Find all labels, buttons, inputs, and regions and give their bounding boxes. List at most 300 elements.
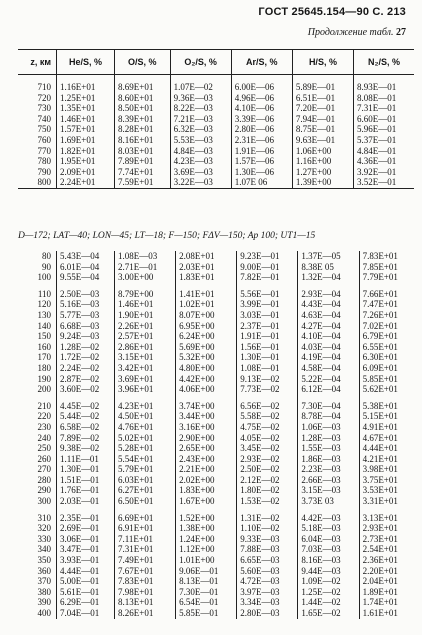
value-cell: 3.96E+01	[115, 384, 176, 395]
model-conditions: D—172; LAT—40; LON—45; LT—18; F—150; FΔV—150; Ap 100; UT1—15	[18, 231, 316, 241]
value-cell: 1.89E+01	[359, 587, 414, 598]
table-row	[18, 321, 414, 332]
value-cell: 1.80E—02	[237, 485, 298, 496]
value-cell: 1.86E—03	[298, 454, 359, 465]
value-cell: 6.32E—03	[170, 124, 231, 135]
value-cell: 7.31E—01	[354, 103, 414, 114]
value-cell: 1.52E+00	[176, 513, 237, 524]
value-cell: 5.15E+01	[359, 411, 414, 422]
value-cell: 4.21E+01	[359, 454, 414, 465]
value-cell: 2.87E—02	[57, 374, 115, 385]
altitude-cell: 320	[37, 523, 51, 534]
altitude-cell: 770	[37, 145, 51, 156]
value-cell: 3.73E 03	[298, 496, 359, 507]
value-cell: 7.83E+01	[359, 251, 414, 262]
value-cell: 1.69E+01	[57, 135, 115, 146]
table-row	[18, 135, 414, 146]
table-row	[18, 93, 414, 104]
value-cell: 2.21E+00	[176, 464, 237, 475]
value-cell: 4.63E—04	[298, 310, 359, 321]
altitude-cell: 180	[37, 362, 51, 373]
value-cell: 7.26E+01	[359, 310, 414, 321]
value-cell: 9.00E—01	[237, 262, 298, 273]
value-cell: 9.24E—03	[57, 331, 115, 342]
table-row	[18, 608, 414, 619]
value-cell: 9.23E—01	[237, 251, 298, 262]
value-cell: 7.04E—01	[57, 608, 115, 619]
value-cell: 4.75E—02	[237, 422, 298, 433]
value-cell: 8.26E+01	[115, 608, 176, 619]
value-cell: 1.11E—01	[57, 454, 115, 465]
table-row	[18, 82, 414, 93]
table-row	[18, 433, 414, 444]
value-cell: 9.33E—03	[237, 534, 298, 545]
value-cell: 1.28E—03	[298, 433, 359, 444]
altitude-cell: 220	[37, 411, 51, 422]
value-cell: 1.35E+01	[57, 103, 115, 114]
value-cell: 9.55E—04	[57, 272, 115, 283]
altitude-cell: 80	[42, 251, 51, 261]
value-cell: 8.60E+01	[115, 93, 171, 104]
value-cell: 1.90E+01	[115, 310, 176, 321]
value-cell: 5.32E+00	[176, 352, 237, 363]
value-cell: 1.30E—01	[57, 464, 115, 475]
value-cell: 3.47E—01	[57, 544, 115, 555]
value-cell: 2.80E—06	[231, 124, 292, 135]
value-cell: 4.10E—06	[231, 103, 292, 114]
value-cell: 1.83E+01	[176, 272, 237, 283]
value-cell: 9.13E—02	[237, 374, 298, 385]
value-cell: 7.89E+01	[115, 156, 171, 167]
value-cell: 2.65E+00	[176, 443, 237, 454]
value-cell: 1.67E+00	[176, 496, 237, 507]
value-cell: 5.16E—03	[57, 299, 115, 310]
continuation-text: Продолжение табл.	[307, 27, 394, 38]
value-cell: 3.15E+01	[115, 352, 176, 363]
value-cell: 4.05E—02	[237, 433, 298, 444]
value-cell: 8.93E—01	[354, 82, 414, 93]
value-cell: 3.03E—01	[237, 310, 298, 321]
altitude-cell: 370	[37, 576, 51, 587]
altitude-cell: 710	[37, 82, 51, 92]
value-cell: 8.75E—01	[292, 124, 353, 135]
value-cell: 2.43E+00	[176, 454, 237, 465]
altitude-cell: 240	[37, 432, 51, 443]
altitude-cell: 210	[37, 400, 51, 411]
table-continuation	[308, 27, 406, 38]
value-cell: 3.16E+00	[176, 422, 237, 433]
value-cell: 3.74E+00	[176, 401, 237, 412]
value-cell: 6.60E—01	[354, 114, 414, 125]
value-cell: 2.90E+00	[176, 433, 237, 444]
value-cell: 5.58E—02	[237, 411, 298, 422]
value-cell: 2.24E+01	[57, 177, 115, 188]
altitude-cell: 270	[37, 464, 51, 475]
value-cell: 1.82E+01	[57, 146, 115, 157]
altitude-cell: 120	[37, 299, 51, 310]
value-cell: 8.16E—03	[298, 555, 359, 566]
value-cell: 2.12E—02	[237, 475, 298, 486]
table-row	[18, 177, 414, 188]
value-cell: 2.03E+01	[176, 262, 237, 273]
value-cell: 4.27E—04	[298, 321, 359, 332]
value-cell: 6.50E+01	[115, 496, 176, 507]
altitude-cell: 300	[37, 496, 51, 507]
value-cell: 7.30E—04	[298, 401, 359, 412]
value-cell: 1.56E—01	[237, 342, 298, 353]
value-cell: 3.22E—03	[170, 177, 231, 188]
value-cell: 4.06E+00	[176, 384, 237, 395]
value-cell: 6.12E—04	[298, 384, 359, 395]
table-row	[18, 411, 414, 422]
value-cell: 7.83E+01	[115, 576, 176, 587]
value-cell: 7.88E—03	[237, 544, 298, 555]
value-cell: 1.30E—06	[231, 167, 292, 178]
value-cell: 6.54E—01	[176, 597, 237, 608]
value-cell: 1.06E+00	[292, 146, 353, 157]
value-cell: 1.46E+01	[57, 114, 115, 125]
altitude-cell: 740	[37, 113, 51, 124]
altitude-cell: 110	[37, 288, 51, 299]
value-cell: 2.93E—04	[298, 289, 359, 300]
value-cell: 5.22E—04	[298, 374, 359, 385]
table-row	[18, 513, 414, 524]
altitude-cell: 800	[18, 177, 57, 188]
value-cell: 7.30E—01	[176, 587, 237, 598]
altitude-cell: 400	[37, 608, 51, 618]
altitude-cell: 130	[37, 309, 51, 320]
value-cell: 3.93E—01	[57, 555, 115, 566]
value-cell: 7.98E+01	[115, 587, 176, 598]
table-row	[18, 299, 414, 310]
altitude-cell: 150	[37, 331, 51, 342]
value-cell: 6.04E—03	[298, 534, 359, 545]
altitude-cell: 100	[37, 272, 51, 283]
value-cell: 6.65E—03	[237, 555, 298, 566]
table-row	[18, 597, 414, 608]
value-cell: 3.69E+01	[115, 374, 176, 385]
value-cell: 5.69E+00	[176, 342, 237, 353]
value-cell: 7.47E+01	[359, 299, 414, 310]
value-cell: 4.23E+01	[115, 401, 176, 412]
value-cell: 1.12E+00	[176, 544, 237, 555]
value-cell: 1.38E+00	[176, 523, 237, 534]
value-cell: 9.63E—01	[292, 135, 353, 146]
table-row	[18, 124, 414, 135]
value-cell: 6.95E+00	[176, 321, 237, 332]
value-cell: 1.07E 06	[231, 177, 292, 188]
value-cell: 1.09E—02	[298, 576, 359, 587]
value-cell: 2.23E—03	[298, 464, 359, 475]
table-row	[18, 496, 414, 507]
value-cell: 4.67E+01	[359, 433, 414, 444]
value-cell: 3.00E+00	[115, 272, 176, 283]
value-cell: 6.68E—03	[57, 321, 115, 332]
value-cell: 4.91E+01	[359, 422, 414, 433]
data-table-bottom	[18, 251, 414, 619]
value-cell: 8.16E+01	[115, 135, 171, 146]
table-row	[18, 454, 414, 465]
table-row	[18, 352, 414, 363]
value-cell: 1.25E+01	[57, 93, 115, 104]
altitude-cell: 250	[37, 443, 51, 454]
value-cell: 1.72E—02	[57, 352, 115, 363]
value-cell: 1.55E—03	[298, 443, 359, 454]
value-cell: 7.02E+01	[359, 321, 414, 332]
value-cell: 8.38E 05	[298, 262, 359, 273]
value-cell: 6.09E+01	[359, 363, 414, 374]
value-cell: 2.73E+01	[359, 534, 414, 545]
value-cell: 3.69E—03	[170, 167, 231, 178]
altitude-cell: 720	[37, 92, 51, 103]
altitude-cell: 200	[37, 384, 51, 395]
value-cell: 2.66E—03	[298, 475, 359, 486]
altitude-cell: 360	[37, 565, 51, 576]
value-cell: 2.57E+01	[115, 331, 176, 342]
table-row	[18, 251, 414, 262]
value-cell: 2.35E—01	[57, 513, 115, 524]
altitude-cell: 780	[37, 156, 51, 167]
value-cell: 7.03E—03	[298, 544, 359, 555]
value-cell: 3.44E+00	[176, 411, 237, 422]
value-cell: 6.00E—06	[231, 82, 292, 93]
value-cell: 1.44E—02	[298, 597, 359, 608]
value-cell: 1.01E+00	[176, 555, 237, 566]
value-cell: 1.16E+00	[292, 156, 353, 167]
value-cell: 4.84E—01	[354, 146, 414, 157]
value-cell: 1.30E—01	[237, 352, 298, 363]
value-cell: 2.86E+01	[115, 342, 176, 353]
value-cell: 6.51E—01	[292, 93, 353, 104]
value-cell: 7.21E—03	[170, 114, 231, 125]
value-cell: 5.85E—01	[176, 608, 237, 619]
value-cell: 8.13E+01	[115, 597, 176, 608]
value-cell: 5.96E—01	[354, 124, 414, 135]
table-row	[18, 114, 414, 125]
value-cell: 5.79E+01	[115, 464, 176, 475]
table-number: 27	[396, 27, 406, 38]
value-cell: 3.60E—02	[57, 384, 115, 395]
table-row	[18, 146, 414, 157]
value-cell: 1.74E+01	[359, 597, 414, 608]
value-cell: 6.03E+01	[115, 475, 176, 486]
value-cell: 6.79E+01	[359, 331, 414, 342]
value-cell: 7.59E+01	[115, 177, 171, 188]
value-cell: 7.94E—01	[292, 114, 353, 125]
table-row	[18, 384, 414, 395]
value-cell: 1.28E—02	[57, 342, 115, 353]
value-cell: 2.20E+01	[359, 566, 414, 577]
value-cell: 3.06E—01	[57, 534, 115, 545]
value-cell: 7.85E+01	[359, 262, 414, 273]
altitude-cell: 280	[37, 474, 51, 485]
value-cell: 8.08E—01	[354, 93, 414, 104]
value-cell: 7.89E—02	[57, 433, 115, 444]
value-cell: 2.71E—01	[115, 262, 176, 273]
table-row	[18, 167, 414, 178]
value-cell: 1.91E—06	[231, 146, 292, 157]
value-cell: 4.72E—03	[237, 576, 298, 587]
value-cell: 3.34E—03	[237, 597, 298, 608]
value-cell: 4.80E+00	[176, 363, 237, 374]
altitude-cell: 730	[37, 103, 51, 114]
value-cell: 9.38E—02	[57, 443, 115, 454]
altitude-cell: 170	[37, 352, 51, 363]
value-cell: 4.84E—03	[170, 146, 231, 157]
value-cell: 6.01E—04	[57, 262, 115, 273]
value-cell: 5.61E—01	[57, 587, 115, 598]
altitude-cell: 310	[37, 512, 51, 523]
value-cell: 3.45E—02	[237, 443, 298, 454]
table-row	[18, 156, 414, 167]
value-cell: 7.74E+01	[115, 167, 171, 178]
value-cell: 5.77E—03	[57, 310, 115, 321]
value-cell: 1.95E+01	[57, 156, 115, 167]
value-cell: 6.55E+01	[359, 342, 414, 353]
value-cell: 4.36E—01	[354, 156, 414, 167]
value-cell: 5.00E—01	[57, 576, 115, 587]
value-cell: 3.15E—03	[298, 485, 359, 496]
value-cell: 4.10E—04	[298, 331, 359, 342]
table-row	[18, 485, 414, 496]
column-header: He/S, %	[57, 50, 115, 75]
value-cell: 8.07E+00	[176, 310, 237, 321]
value-cell: 8.03E+01	[115, 146, 171, 157]
value-cell: 4.44E—01	[57, 566, 115, 577]
value-cell: 4.23E—03	[170, 156, 231, 167]
value-cell: 1.27E+00	[292, 167, 353, 178]
table-row	[18, 331, 414, 342]
value-cell: 7.49E+01	[115, 555, 176, 566]
value-cell: 8.28E+01	[115, 124, 171, 135]
altitude-cell: 230	[37, 421, 51, 432]
value-cell: 3.42E+01	[115, 363, 176, 374]
value-cell: 3.97E—03	[237, 587, 298, 598]
column-header: O₂/S, %	[170, 50, 231, 75]
value-cell: 1.57E+01	[57, 124, 115, 135]
altitude-cell: 760	[37, 134, 51, 145]
value-cell: 1.51E—01	[57, 475, 115, 486]
value-cell: 8.13E—01	[176, 576, 237, 587]
table-row	[18, 576, 414, 587]
value-cell: 2.02E+00	[176, 475, 237, 486]
value-cell: 5.62E+01	[359, 384, 414, 395]
altitude-cell: 330	[37, 533, 51, 544]
value-cell: 4.50E+01	[115, 411, 176, 422]
table-row	[18, 555, 414, 566]
data-table-top	[18, 49, 414, 189]
table-row	[18, 262, 414, 273]
value-cell: 2.69E—01	[57, 523, 115, 534]
value-cell: 5.56E—01	[237, 289, 298, 300]
value-cell: 7.31E+01	[115, 544, 176, 555]
table-row	[18, 523, 414, 534]
value-cell: 1.08E—01	[237, 363, 298, 374]
value-cell: 1.39E+00	[292, 177, 353, 188]
value-cell: 2.93E+01	[359, 523, 414, 534]
value-cell: 6.69E+01	[115, 513, 176, 524]
value-cell: 9.06E—01	[176, 566, 237, 577]
value-cell: 1.65E—02	[298, 608, 359, 619]
value-cell: 8.79E+00	[115, 289, 176, 300]
value-cell: 5.60E—03	[237, 566, 298, 577]
value-cell: 1.46E+01	[115, 299, 176, 310]
table-row	[18, 587, 414, 598]
value-cell: 3.52E—01	[354, 177, 414, 188]
altitude-cell: 340	[37, 544, 51, 555]
value-cell: 6.27E+01	[115, 485, 176, 496]
value-cell: 4.96E—06	[231, 93, 292, 104]
table-row	[18, 443, 414, 454]
value-cell: 4.76E+01	[115, 422, 176, 433]
value-cell: 3.31E+01	[359, 496, 414, 507]
value-cell: 7.66E+01	[359, 289, 414, 300]
value-cell: 1.32E—04	[298, 272, 359, 283]
column-header: O/S, %	[115, 50, 171, 75]
value-cell: 1.61E+01	[359, 608, 414, 619]
table-row	[18, 363, 414, 374]
value-cell: 6.24E+00	[176, 331, 237, 342]
value-cell: 3.13E+01	[359, 513, 414, 524]
value-cell: 1.76E—01	[57, 485, 115, 496]
row-spacer	[18, 75, 414, 83]
value-cell: 4.42E+00	[176, 374, 237, 385]
value-cell: 3.53E+01	[359, 485, 414, 496]
altitude-cell: 790	[37, 166, 51, 177]
value-cell: 8.50E+01	[115, 103, 171, 114]
altitude-cell: 750	[37, 124, 51, 135]
value-cell: 2.80E—03	[237, 608, 298, 619]
altitude-cell: 140	[37, 320, 51, 331]
value-cell: 7.73E—02	[237, 384, 298, 395]
value-cell: 7.79E+01	[359, 272, 414, 283]
value-cell: 5.89E—01	[292, 82, 353, 93]
value-cell: 6.58E—02	[57, 422, 115, 433]
table-row	[18, 566, 414, 577]
value-cell: 1.83E+00	[176, 485, 237, 496]
table-row	[18, 289, 414, 300]
value-cell: 1.16E+01	[57, 82, 115, 93]
value-cell: 5.44E—02	[57, 411, 115, 422]
value-cell: 5.38E+01	[359, 401, 414, 412]
value-cell: 1.31E—02	[237, 513, 298, 524]
value-cell: 3.75E+01	[359, 475, 414, 486]
value-cell: 3.98E+01	[359, 464, 414, 475]
value-cell: 1.24E+00	[176, 534, 237, 545]
value-cell: 4.45E—02	[57, 401, 115, 412]
value-cell: 4.44E+01	[359, 443, 414, 454]
value-cell: 8.69E+01	[115, 82, 171, 93]
column-header: H/S, %	[292, 50, 353, 75]
value-cell: 7.20E—01	[292, 103, 353, 114]
value-cell: 2.03E—01	[57, 496, 115, 507]
value-cell: 6.30E+01	[359, 352, 414, 363]
table-row	[18, 272, 414, 283]
table-row	[18, 422, 414, 433]
value-cell: 5.53E—03	[170, 135, 231, 146]
value-cell: 8.78E—04	[298, 411, 359, 422]
value-cell: 4.19E—04	[298, 352, 359, 363]
table-row	[18, 534, 414, 545]
value-cell: 2.36E+01	[359, 555, 414, 566]
value-cell: 3.39E—06	[231, 114, 292, 125]
altitude-cell: 290	[37, 485, 51, 496]
value-cell: 4.58E—04	[298, 363, 359, 374]
value-cell: 9.36E—03	[170, 93, 231, 104]
value-cell: 8.22E—03	[170, 103, 231, 114]
altitude-cell: 160	[37, 341, 51, 352]
table-row	[18, 544, 414, 555]
